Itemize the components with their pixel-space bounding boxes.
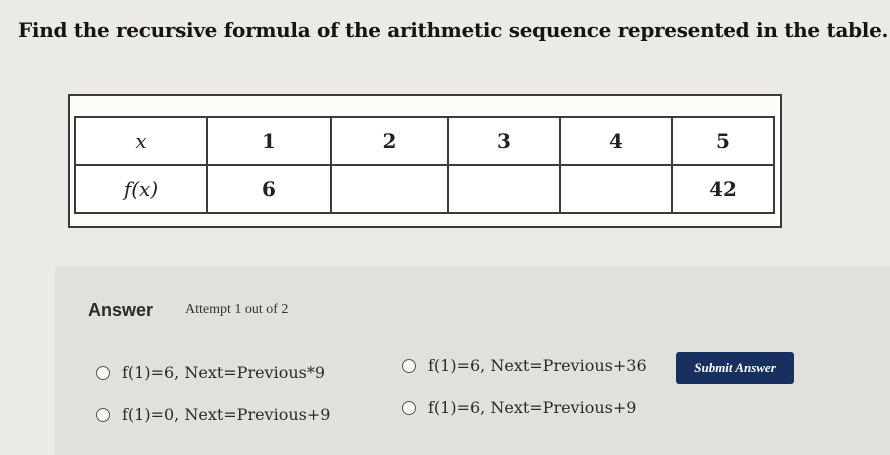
table-cell-blank (331, 165, 448, 213)
question-text: Find the recursive formula of the arithmetic sequence represented in the table. (18, 18, 889, 42)
table-cell: 42 (672, 165, 774, 213)
table-cell-x-header: x (75, 117, 207, 165)
radio-circle-icon[interactable] (402, 401, 416, 415)
sequence-table (74, 116, 775, 214)
table-cell-fx-header: f(x) (75, 165, 207, 213)
table-cell: 2 (331, 117, 448, 165)
table-cell: 6 (207, 165, 331, 213)
answer-option-3[interactable] (96, 405, 330, 424)
table-cell: 4 (560, 117, 672, 165)
answer-label: Answer (88, 300, 154, 320)
answer-option-label: f(1)=6, Next=Previous*9 (122, 363, 326, 382)
answer-option-label: f(1)=6, Next=Previous+36 (428, 356, 647, 375)
table-cell-blank (560, 165, 672, 213)
submit-answer-button[interactable]: Submit Answer (676, 352, 794, 384)
attempt-counter: Attempt 1 out of 2 (185, 302, 289, 317)
radio-circle-icon[interactable] (96, 366, 110, 380)
table-cell: 3 (448, 117, 560, 165)
table-row-x (75, 117, 774, 165)
table-row-fx (75, 165, 774, 213)
answer-option-2[interactable] (402, 356, 647, 375)
answer-option-1[interactable] (96, 363, 325, 382)
radio-circle-icon[interactable] (402, 359, 416, 373)
answer-option-label: f(1)=6, Next=Previous+9 (428, 398, 637, 417)
answer-option-4[interactable] (402, 398, 636, 417)
sequence-table-frame (68, 94, 782, 228)
table-cell: 1 (207, 117, 331, 165)
radio-circle-icon[interactable] (96, 408, 110, 422)
answer-option-label: f(1)=0, Next=Previous+9 (122, 405, 331, 424)
table-cell: 5 (672, 117, 774, 165)
table-cell-blank (448, 165, 560, 213)
